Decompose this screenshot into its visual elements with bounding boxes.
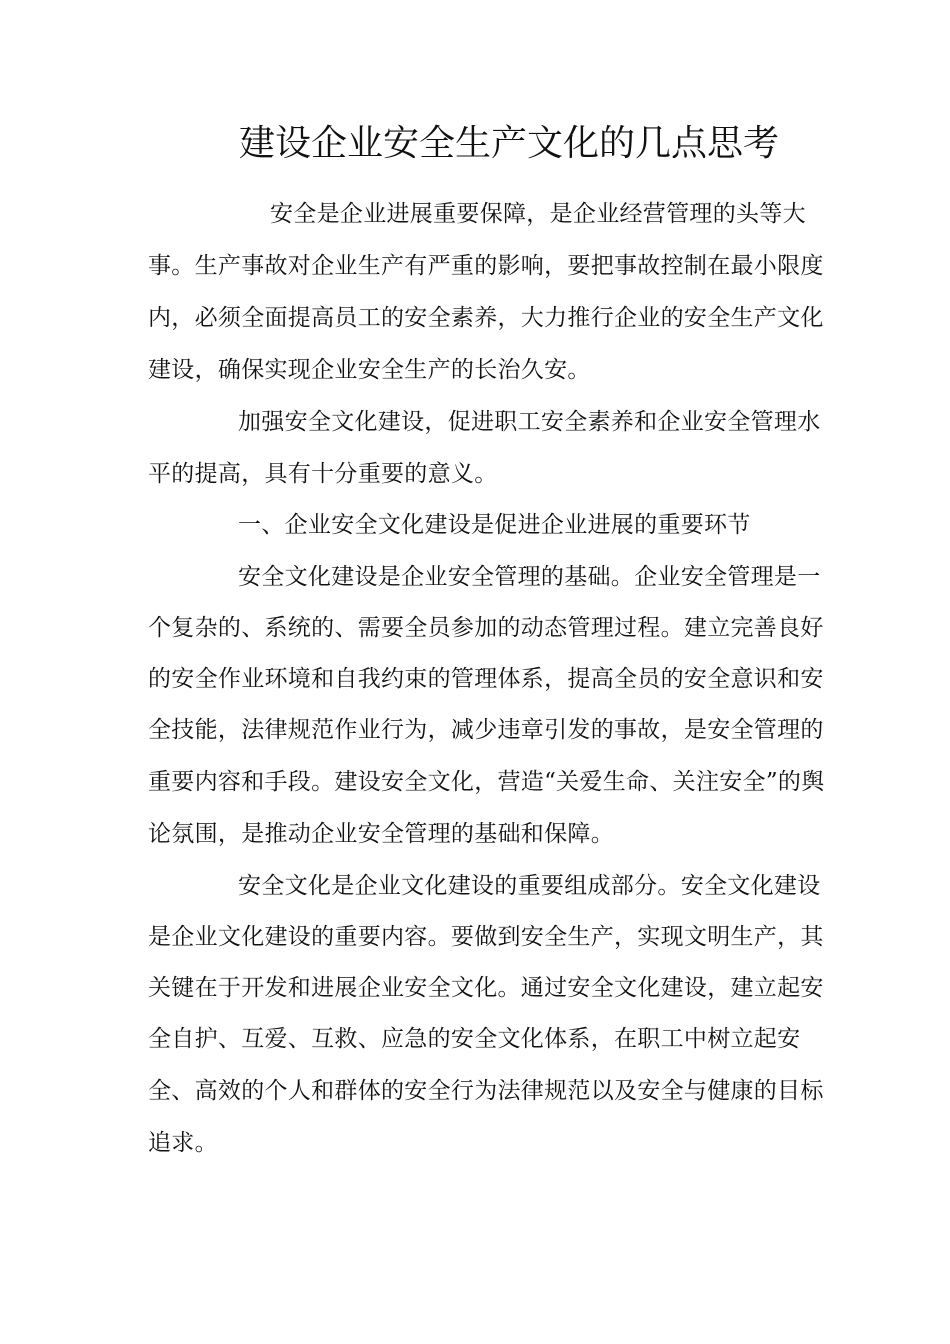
paragraph-line: 全自护、互爱、互救、应急的安全文化体系，在职工中树立起安 [148,1026,801,1052]
paragraph-line: 重要内容和手段。建设安全文化，营造“关爱生命、关注安全”的舆 [148,769,825,795]
paragraph-line: 建设，确保实现企业安全生产的长治久安。 [148,357,591,383]
paragraph-line: 全技能，法律规范作业行为，减少违章引发的事故，是安全管理的 [148,717,824,743]
paragraph-line: 平的提高，具有十分重要的意义。 [148,461,498,487]
paragraph-line: 追求。 [148,1130,218,1156]
paragraph-line: 是企业文化建设的重要内容。要做到安全生产，实现文明生产，其 [148,924,824,950]
paragraph-line: 论氛围，是推动企业安全管理的基础和保障。 [148,821,614,847]
section-heading: 一、企业安全文化建设是促进企业进展的重要环节 [238,512,751,538]
paragraph-line: 安全文化建设是企业安全管理的基础。企业安全管理是一 [238,564,821,590]
paragraph-line: 个复杂的、系统的、需要全员参加的动态管理过程。建立完善良好 [148,615,824,641]
paragraph-line: 事。生产事故对企业生产有严重的影响，要把事故控制在最小限度 [148,253,824,279]
paragraph-line: 全、高效的个人和群体的安全行为法律规范以及安全与健康的目标 [148,1078,824,1104]
paragraph-line: 的安全作业环境和自我约束的管理体系，提高全员的安全意识和安 [148,666,824,692]
paragraph-line: 加强安全文化建设，促进职工安全素养和企业安全管理水 [238,409,821,435]
paragraph-line: 安全文化是企业文化建设的重要组成部分。安全文化建设 [238,873,821,899]
paragraph-line: 关键在于开发和进展企业安全文化。通过安全文化建设，建立起安 [148,975,824,1001]
document-title: 建设企业安全生产文化的几点思考 [238,123,779,164]
paragraph-line: 内，必须全面提高员工的安全素养，大力推行企业的安全生产文化 [148,305,824,331]
paragraph-line: 安全是企业进展重要保障，是企业经营管理的头等大 [270,201,806,227]
